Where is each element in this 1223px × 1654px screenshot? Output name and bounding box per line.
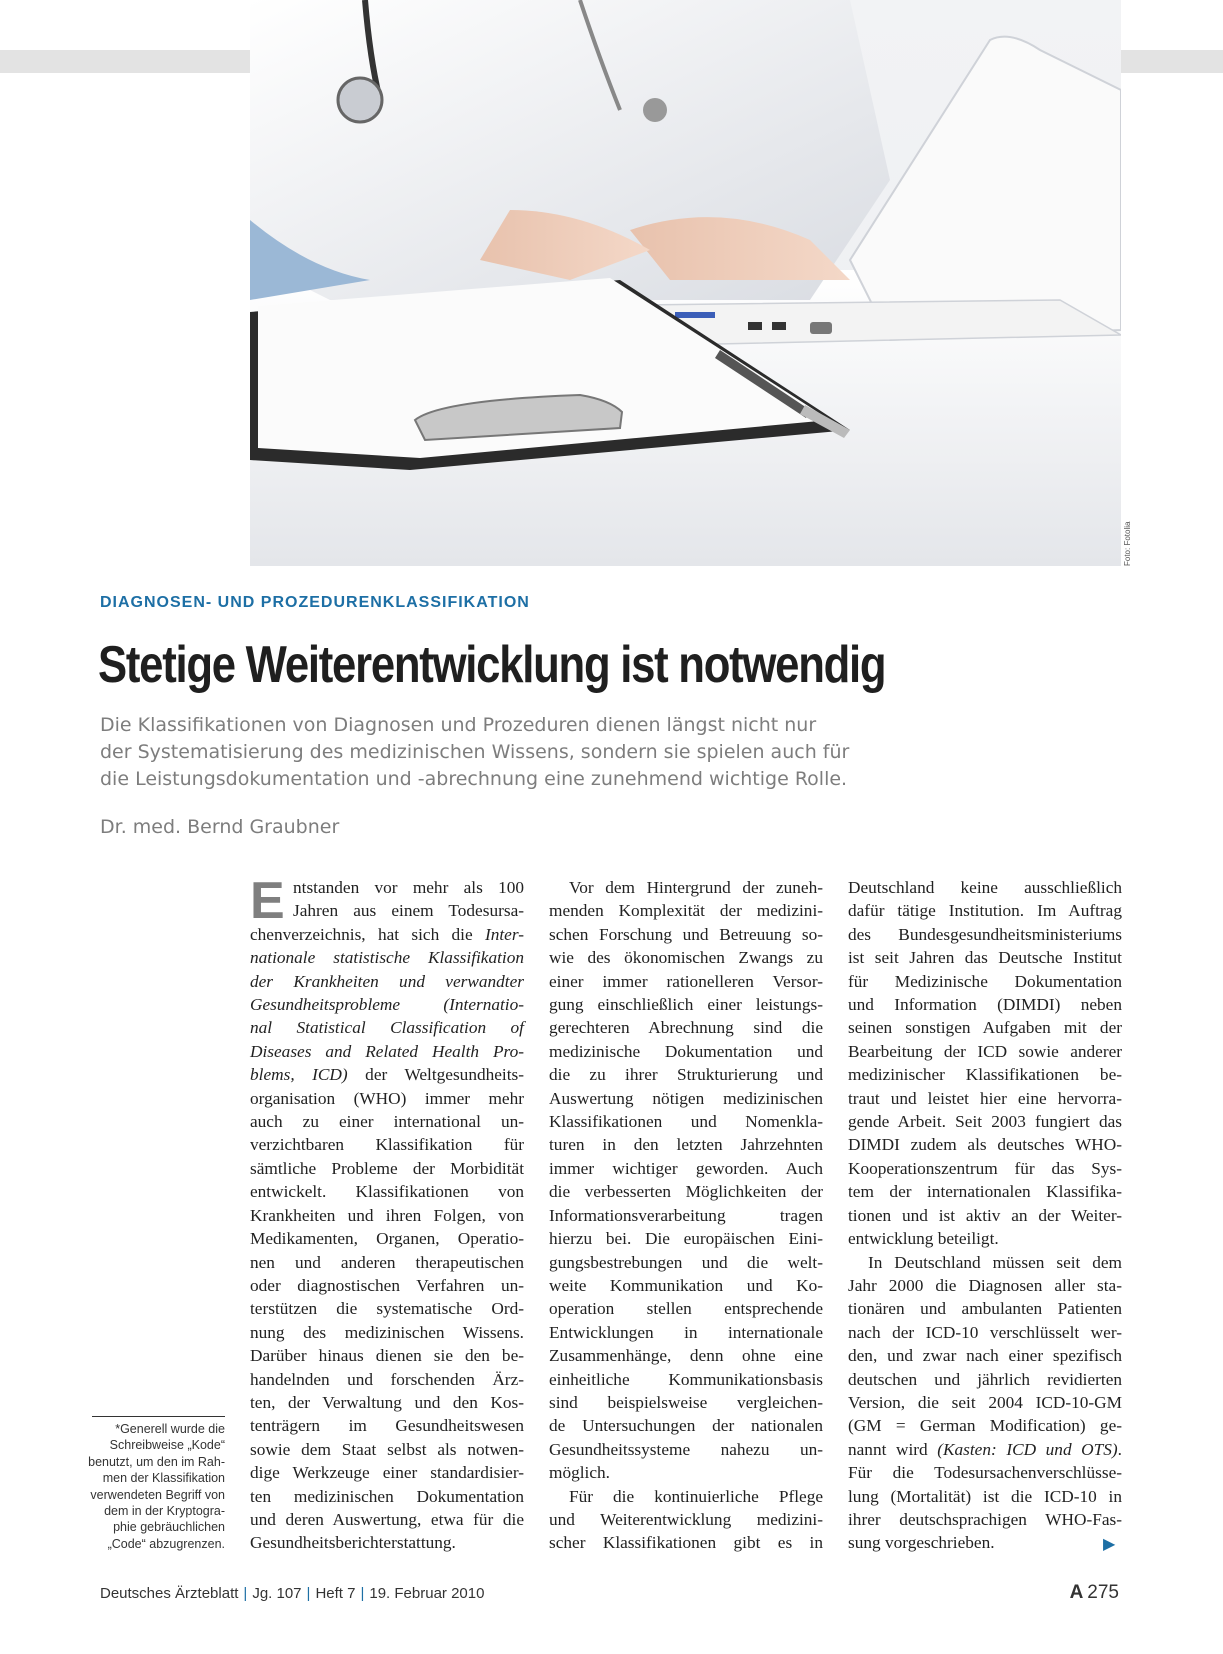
footnote-rule: [92, 1416, 225, 1417]
footnote-line: „Code“ abzugrenzen.: [107, 1536, 225, 1551]
body-line: einheitliche Kommunikationsbasis: [549, 1369, 823, 1389]
body-line: sung vorgeschrieben.: [848, 1533, 995, 1553]
body-line: auch zu einer international un-: [250, 1112, 524, 1132]
body-line: lung (Mortalität) ist die ICD-10 in: [848, 1486, 1122, 1506]
body-line: verzichtbaren Klassifikation für: [250, 1135, 524, 1155]
body-line: Für die Todesursachenverschlüsse-: [848, 1463, 1122, 1483]
body-line: Gesundheitsberichterstattung.: [250, 1533, 456, 1553]
body-line: ntstanden vor mehr als 100: [293, 878, 524, 897]
body-line: gerechteren Abrechnung sind die: [549, 1018, 823, 1038]
body-line: Krankheiten und ihren Folgen, von: [250, 1205, 524, 1225]
body-line: menden Komplexität der medizini-: [549, 901, 823, 921]
page-number-value: 275: [1087, 1582, 1119, 1603]
body-line: sowie dem Staat selbst als notwen-: [250, 1439, 524, 1459]
body-line: operation stellen entsprechende: [549, 1299, 823, 1319]
lead-paragraph: [100, 712, 960, 793]
body-line: der Krankheiten und verwandter: [250, 971, 524, 991]
body-line: entwickelt. Klassifikationen von: [250, 1182, 524, 1202]
body-line: Klassifikationen und Nomenkla-: [549, 1112, 823, 1132]
body-line: Version, die seit 2004 ICD-10-GM: [848, 1392, 1122, 1412]
body-line: gung einschließlich einer leistungs-: [549, 995, 823, 1015]
body-line: tenträgern im Gesundheitswesen: [250, 1416, 524, 1436]
body-line: Medikamenten, Organen, Operatio-: [250, 1229, 524, 1249]
journal-volume: Jg. 107: [252, 1585, 302, 1602]
lead-line: Die Klassifikationen von Diagnosen und Prozeduren dienen längst nicht nur: [100, 714, 817, 736]
body-line: In Deutschland müssen seit dem: [868, 1252, 1122, 1272]
body-line: nen und anderen therapeutischen: [250, 1252, 524, 1272]
body-line: (GM = German Modification) ge-: [848, 1416, 1122, 1436]
body-line: ten medizinischen Dokumentation: [250, 1486, 524, 1506]
lead-line: der Systematisierung des medizinischen Wissens, sondern sie spielen auch für: [100, 741, 850, 763]
footnote-line: *Generell wurde die: [115, 1422, 225, 1436]
kicker: DIAGNOSEN- UND PROZEDURENKLASSIFIKATION: [100, 594, 530, 611]
body-line: Gesundheitssysteme nahezu un-: [549, 1439, 823, 1459]
body-line: die zu ihrer Strukturierung und: [549, 1065, 823, 1085]
body-line: traut und leistet hier eine hervorra-: [848, 1088, 1122, 1108]
body-line: terstützen die systematische Ord-: [250, 1299, 524, 1319]
body-line: Diseases and Related Health Pro-: [250, 1041, 524, 1061]
body-line: wie des ökonomischen Zwangs zu: [549, 948, 823, 968]
footnote-line: benutzt, um den im Rah-: [88, 1454, 225, 1469]
body-line: Gesundheitsprobleme (Internatio-: [250, 995, 524, 1015]
body-line: tionen und ist aktiv an der Weiter-: [848, 1205, 1122, 1225]
body-line: Jahren aus einem Todesursa-: [293, 901, 524, 921]
body-line: ihrer deutschsprachigen WHO-Fas-: [848, 1509, 1122, 1529]
body-line: seinen sonstigen Aufgaben mit der: [848, 1018, 1122, 1038]
body-line: und Information (DIMDI) neben: [848, 995, 1122, 1015]
body-line: tionären und ambulanten Patienten: [848, 1299, 1122, 1319]
body-line: für Medizinische Dokumentation: [848, 971, 1122, 991]
body-line: oder diagnostischen Verfahren un-: [250, 1275, 524, 1295]
decorative-band-right: [1121, 50, 1223, 73]
body-line: Zusammenhänge, denn ohne eine: [549, 1346, 823, 1366]
body-line: sind beispielsweise vergleichen-: [549, 1392, 823, 1412]
body-line: einer immer rationelleren Versor-: [549, 971, 823, 991]
body-line: nung des medizinischen Wissens.: [250, 1322, 524, 1342]
lead-line: die Leistungsdokumentation und -abrechnung eine zunehmend wichtige Rolle.: [100, 768, 848, 790]
body-line: ten, der Verwaltung und den Kos-: [250, 1392, 524, 1412]
body-line: deutschen und jährlich revidierten: [848, 1369, 1122, 1389]
footnote-line: phie gebräuchlichen: [113, 1520, 225, 1535]
body-line: Entwicklungen in internationale: [549, 1322, 823, 1342]
dropcap: E: [250, 882, 285, 920]
body-line: handelnden und forschenden Ärz-: [250, 1369, 524, 1389]
page-prefix: A: [1069, 1582, 1084, 1603]
body-line: Für die kontinuierliche Pflege: [569, 1486, 823, 1506]
article-column-2: [549, 876, 823, 1555]
body-line: dige Werkzeuge einer standardisier-: [250, 1463, 524, 1483]
body-line: Jahr 2000 die Diagnosen aller sta-: [848, 1275, 1122, 1295]
body-line: blems, ICD) der Weltgesundheits-: [250, 1065, 524, 1085]
body-line: de Untersuchungen der nationalen: [549, 1416, 823, 1436]
body-line: Deutschland keine ausschließlich: [848, 878, 1122, 897]
footnote: [86, 1421, 225, 1552]
continue-arrow-icon: ▶: [1103, 1534, 1116, 1553]
body-line: chenverzeichnis, hat sich die Inter-: [250, 924, 524, 944]
page-footer: [100, 1585, 484, 1602]
body-line: ist seit Jahren das Deutsche Institut: [848, 948, 1122, 968]
journal-name: Deutsches Ärzteblatt: [100, 1585, 239, 1602]
body-line: und deren Auswertung, etwa für die: [250, 1509, 524, 1529]
footnote-line: Schreibweise „Kode“: [109, 1438, 225, 1453]
body-line: nationale statistische Klassifikation: [250, 948, 524, 968]
headline: Stetige Weiterentwicklung ist notwendig: [98, 636, 886, 694]
footer-separator: |: [243, 1585, 248, 1602]
issue-date: 19. Februar 2010: [369, 1585, 485, 1602]
body-line: möglich.: [549, 1463, 610, 1483]
photo-credit: Foto: Fotolia: [1123, 521, 1132, 566]
footer-separator: |: [306, 1585, 311, 1602]
body-line: Bearbeitung der ICD sowie anderer: [848, 1041, 1122, 1061]
body-line: DIMDI zudem als deutsches WHO-: [848, 1135, 1122, 1155]
body-line: gende Arbeit. Seit 2003 fungiert das: [848, 1112, 1122, 1132]
body-line: Auswertung nötigen medizinischen: [549, 1088, 823, 1108]
body-line: Vor dem Hintergrund der zuneh-: [569, 878, 823, 897]
body-line: organisation (WHO) immer mehr: [250, 1088, 524, 1108]
body-line: turen in den letzten Jahrzehnten: [549, 1135, 823, 1155]
body-line: die verbesserten Möglichkeiten der: [549, 1182, 823, 1202]
footer-separator: |: [360, 1585, 365, 1602]
body-line: dafür tätige Institution. Im Auftrag: [848, 901, 1122, 921]
author: Dr. med. Bernd Graubner: [100, 816, 340, 838]
body-line: den, und zwar nach einer spezifisch: [848, 1346, 1122, 1366]
footnote-line: dem in der Kryptogra-: [104, 1504, 225, 1519]
body-line: tem der internationalen Klassifika-: [848, 1182, 1122, 1202]
body-line: Darüber hinaus dienen sie den be-: [250, 1346, 524, 1366]
body-line: medizinische Dokumentation und: [549, 1041, 823, 1061]
article-column-3: [848, 876, 1122, 1555]
body-line: scher Klassifikationen gibt es in: [549, 1533, 823, 1553]
body-line: weite Kommunikation und Ko-: [549, 1275, 823, 1295]
body-line: immer wichtiger geworden. Auch: [549, 1158, 823, 1178]
body-line: nal Statistical Classification of: [250, 1018, 524, 1038]
body-line: sämtliche Probleme der Morbidität: [250, 1158, 524, 1178]
footnote-line: men der Klassifikation: [102, 1471, 225, 1486]
body-line: hierzu bei. Die europäischen Eini-: [549, 1229, 823, 1249]
body-line: nach der ICD-10 verschlüsselt wer-: [848, 1322, 1122, 1342]
body-line: gungsbestrebungen und die welt-: [549, 1252, 823, 1272]
body-line: des Bundesgesundheitsministeriums: [848, 924, 1122, 944]
page-number: [1070, 1582, 1119, 1604]
body-line: Kooperationszentrum für das Sys-: [848, 1158, 1122, 1178]
journal-issue: Heft 7: [315, 1585, 356, 1602]
body-line: und Weiterentwicklung medizini-: [549, 1509, 823, 1529]
body-line: schen Forschung und Betreuung so-: [549, 924, 823, 944]
body-line: medizinischer Klassifikationen be-: [848, 1065, 1122, 1085]
body-line: entwicklung beteiligt.: [848, 1229, 999, 1249]
body-line: Informationsverarbeitung tragen: [549, 1205, 823, 1225]
header-photo: [250, 0, 1121, 566]
decorative-band-left: [0, 50, 250, 73]
article-column-1: [250, 876, 524, 1555]
body-line: nannt wird (Kasten: ICD und OTS).: [848, 1439, 1122, 1459]
footnote-line: verwendeten Begriff von: [90, 1487, 225, 1502]
